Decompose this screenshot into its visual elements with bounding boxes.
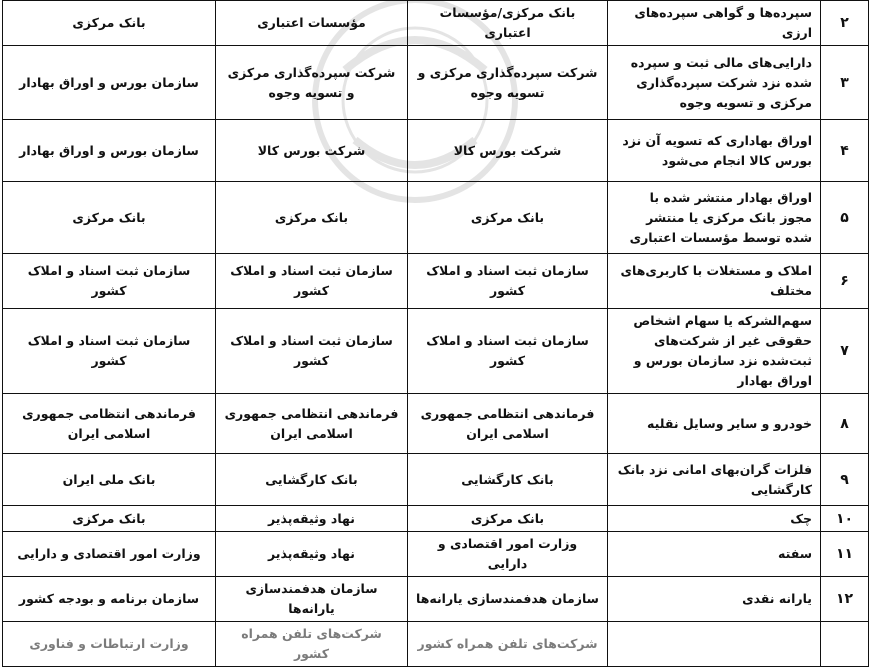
supervisor-cell: سازمان ثبت اسناد و املاک کشور [3,254,216,309]
row-number [821,622,869,667]
table-row [3,182,869,254]
supervisor-cell: بانک مرکزی [3,182,216,254]
table-row [3,309,869,394]
supervisor-cell: سازمان برنامه و بودجه کشور [3,577,216,622]
asset-type-cell: اوراق بهاداری که تسویه آن نزد بورس کالا انجام می‌شود [608,120,821,182]
registrar-cell: سازمان ثبت اسناد و املاک کشور [408,254,608,309]
asset-type-cell: خودرو و سایر وسایل نقلیه [608,394,821,454]
collateral-registry-table [2,0,869,667]
supervisor-cell: بانک مرکزی [3,1,216,46]
row-number: ۱۲ [821,577,869,622]
row-number: ۳ [821,46,869,120]
table-row [3,1,869,46]
supervisor-cell: سازمان بورس و اوراق بهادار [3,120,216,182]
asset-type-cell: دارایی‌های مالی ثبت و سپرده شده نزد شرکت سپرده‌گذاری مرکزی و تسویه وجوه [608,46,821,120]
table-row [3,254,869,309]
row-number: ۶ [821,254,869,309]
table-row [3,46,869,120]
institution-cell: نهاد وثیقه‌پذیر [216,532,408,577]
table-row [3,577,869,622]
registrar-cell: شرکت بورس کالا [408,120,608,182]
institution-cell: شرکت سپرده‌گذاری مرکزی و تسویه وجوه [216,46,408,120]
institution-cell: بانک مرکزی [216,182,408,254]
table-row [3,454,869,506]
institution-cell: بانک کارگشایی [216,454,408,506]
registrar-cell: فرماندهی انتظامی جمهوری اسلامی ایران [408,394,608,454]
supervisor-cell: وزارت ارتباطات و فناوری [3,622,216,667]
row-number: ۴ [821,120,869,182]
row-number: ۸ [821,394,869,454]
supervisor-cell: بانک مرکزی [3,506,216,532]
asset-type-cell: سپرده‌ها و گواهی سپرده‌های ارزی [608,1,821,46]
asset-type-cell [608,622,821,667]
table-row [3,394,869,454]
asset-type-cell: سفته [608,532,821,577]
registrar-cell: بانک مرکزی/مؤسسات اعتباری [408,1,608,46]
institution-cell: سازمان ثبت اسناد و املاک کشور [216,309,408,394]
asset-type-cell: اوراق بهادار منتشر شده با مجوز بانک مرکزی یا منتشر شده توسط مؤسسات اعتباری [608,182,821,254]
table-row [3,120,869,182]
institution-cell: سازمان هدفمندسازی یارانه‌ها [216,577,408,622]
row-number: ۹ [821,454,869,506]
asset-type-cell: یارانه نقدی [608,577,821,622]
supervisor-cell: فرماندهی انتظامی جمهوری اسلامی ایران [3,394,216,454]
registrar-cell: وزارت امور اقتصادی و دارایی [408,532,608,577]
institution-cell: نهاد وثیقه‌پذیر [216,506,408,532]
registrar-cell: شرکت‌های تلفن همراه کشور [408,622,608,667]
registrar-cell: بانک مرکزی [408,506,608,532]
supervisor-cell: سازمان بورس و اوراق بهادار [3,46,216,120]
supervisor-cell: سازمان ثبت اسناد و املاک کشور [3,309,216,394]
table-row [3,506,869,532]
institution-cell: شرکت بورس کالا [216,120,408,182]
row-number: ۷ [821,309,869,394]
supervisor-cell: بانک ملی ایران [3,454,216,506]
institution-cell: فرماندهی انتظامی جمهوری اسلامی ایران [216,394,408,454]
row-number: ۵ [821,182,869,254]
asset-type-cell: سهم‌الشرکه یا سهام اشخاص حقوقی غیر از شرکت‌های ثبت‌شده نزد سازمان بورس و اوراق بهادار [608,309,821,394]
registrar-cell: بانک مرکزی [408,182,608,254]
institution-cell: مؤسسات اعتباری [216,1,408,46]
institution-cell: سازمان ثبت اسناد و املاک کشور [216,254,408,309]
registrar-cell: بانک کارگشایی [408,454,608,506]
table-row [3,532,869,577]
asset-type-cell: فلزات گران‌بهای امانی نزد بانک کارگشایی [608,454,821,506]
asset-type-cell: چک [608,506,821,532]
registrar-cell: سازمان هدفمندسازی یارانه‌ها [408,577,608,622]
registrar-cell: شرکت سپرده‌گذاری مرکزی و تسویه وجوه [408,46,608,120]
row-number: ۱۰ [821,506,869,532]
supervisor-cell: وزارت امور اقتصادی و دارایی [3,532,216,577]
row-number: ۱۱ [821,532,869,577]
registrar-cell: سازمان ثبت اسناد و املاک کشور [408,309,608,394]
asset-type-cell: املاک و مستغلات با کاربری‌های مختلف [608,254,821,309]
table-row [3,622,869,667]
row-number: ۲ [821,1,869,46]
institution-cell: شرکت‌های تلفن همراه کشور [216,622,408,667]
